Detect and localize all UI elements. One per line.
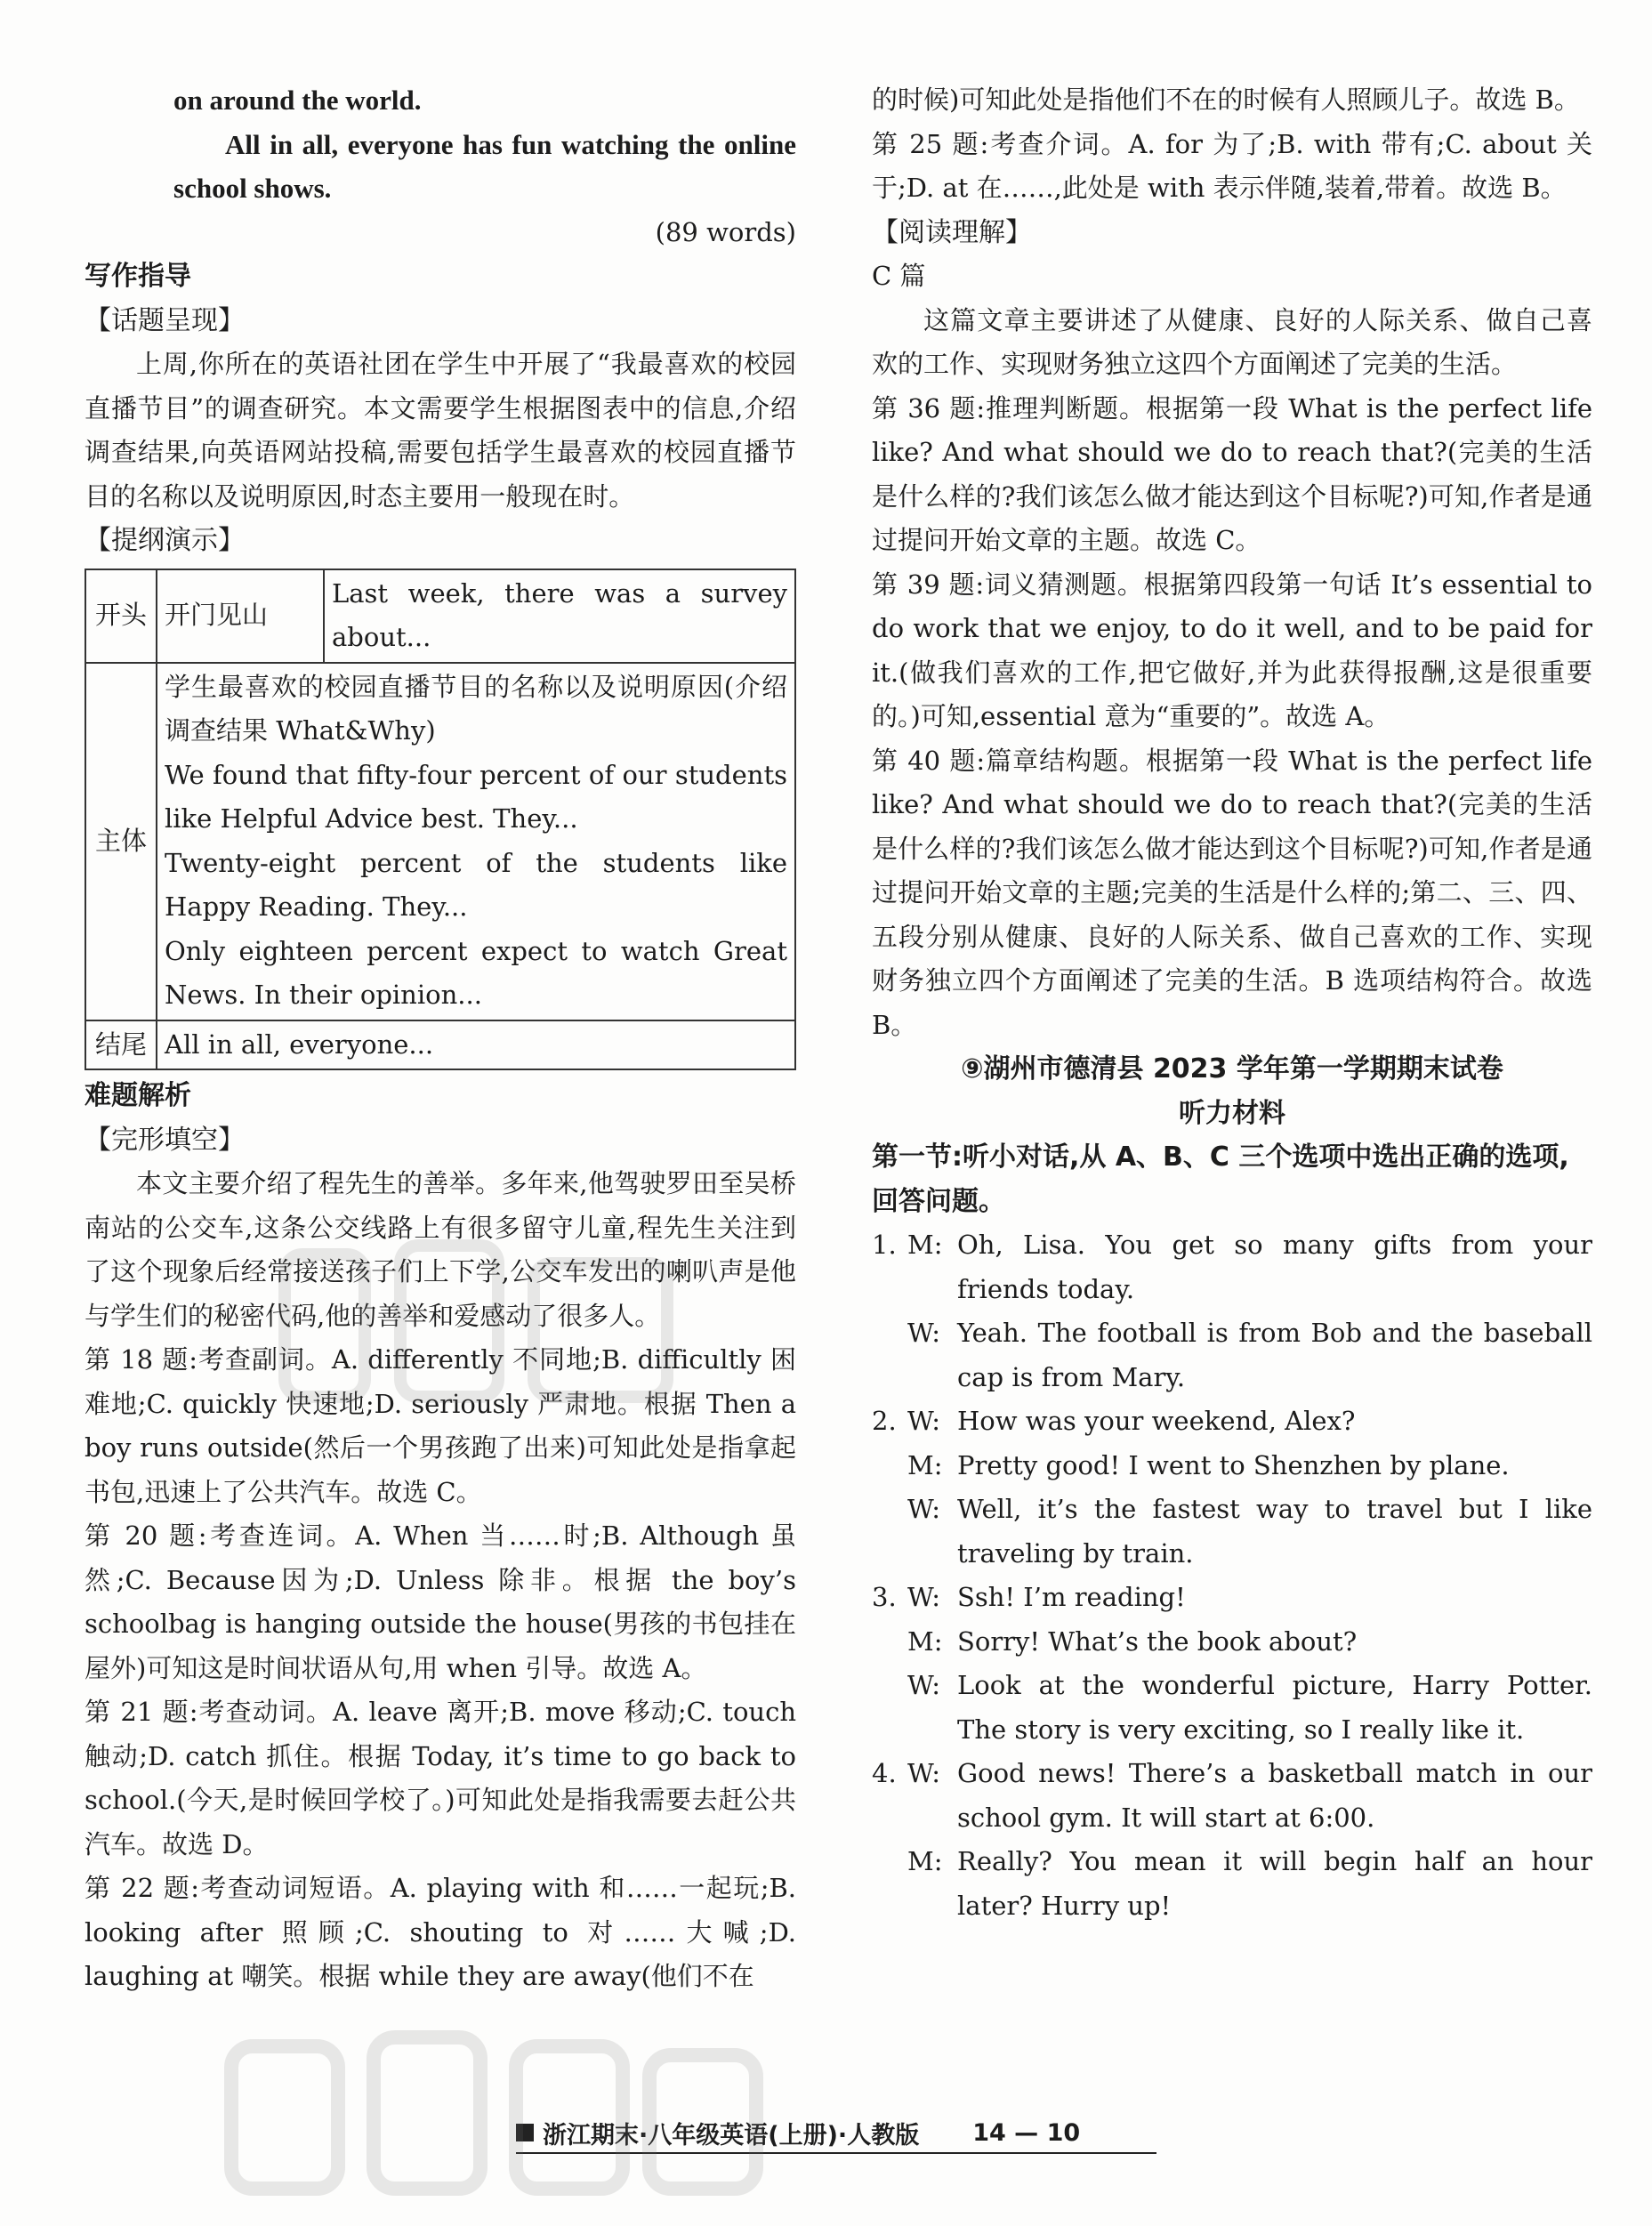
question-25: 第 25 题:考查介词。A. for 为了;B. with 带有;C. about 关于;D. at 在……,此处是 with 表示伴随,装着,带着。故选 B。 (872, 128, 1592, 203)
dialogue-line (872, 1752, 1592, 1840)
question-22: 第 22 题:考查动词短语。A. playing with 和……一起玩;B. looking after 照顾;C. shouting to 对……大喊;D. laughing at 嘲笑。根据 while they are away(他们不在 (85, 1873, 796, 1991)
square-bullet-icon (516, 2124, 534, 2141)
speaker: W: (907, 1494, 941, 1524)
utterance: Well, it’s the fastest way to travel but I like traveling by train. (957, 1494, 1592, 1569)
dialogue-line (872, 1399, 1592, 1444)
question-36: 第 36 题:推理判断题。根据第一段 What is the perfect life like? And what should we do to reach that?(完美的生活是什么样的?我们该怎么做才能达到这个目标呢?)可知,作者是通过提问开始文章的主题。故选 C。 (872, 392, 1592, 555)
dialogue-2 (872, 1399, 1592, 1576)
utterance: Look at the wonderful picture, Harry Potter. The story is very exciting, so I really like it. (957, 1670, 1592, 1745)
utterance: Yeah. The football is from Bob and the baseball cap is from Mary. (957, 1318, 1592, 1392)
cloze-intro: 本文主要介绍了程先生的善举。多年来,他驾驶罗田至吴桥南站的公交车,这条公交线路上有很多留守儿童,程先生关注到了这个现象后经常接送孩子们上下学,公交车发出的喇叭声是他与学生们的秘密代码,他的善举和爱感动了很多人。 (85, 1168, 796, 1331)
dialogue-line (907, 1488, 1592, 1576)
outline-body-line: Only eighteen percent expect to watch Great News. In their opinion... (165, 935, 787, 1010)
outline-cell: 开头 (85, 569, 157, 663)
utterance: Oh, Lisa. You get so many gifts from your friends today. (957, 1230, 1592, 1304)
passage-intro: 这篇文章主要讲述了从健康、良好的人际关系、做自己喜欢的工作、实现财务独立这四个方面阐述了完美的生活。 (872, 304, 1592, 379)
writing-guide-heading: 写作指导 (85, 261, 191, 292)
topic-text: 上周,你所在的英语社团在学生中开展了“我最喜欢的校园直播节目”的调查研究。本文需要学生根据图表中的信息,介绍调查结果,向英语网站投稿,需要包括学生最喜欢的校园直播节目的名称以及说明原因,时态主要用一般现在时。 (85, 349, 796, 512)
question-40: 第 40 题:篇章结构题。根据第一段 What is the perfect life like? And what should we do to reach that?(完美的生活是什么样的?我们该怎么做才能达到这个目标呢?)可知,作者是通过提问开始文章的主题;完美的生活是什么样的;第二、三、四、五段分别从健康、良好的人际关系、做自己喜欢的工作、实现财务独立四个方面阐述了完美的生活。B 选项结构符合。故选 B。 (872, 745, 1592, 1040)
outline-body-line: Twenty-eight percent of the students like Happy Reading. They... (165, 847, 787, 922)
outline-cell: 主体 (85, 663, 157, 1020)
question-39: 第 39 题:词义猜测题。根据第四段第一句话 It’s essential to do work that we enjoy, to do it well, and to be paid for it.(做我们喜欢的工作,把它做好,并为此获得报酬,这是很重要的。)可知,essential 意为“重要的”。故选 A。 (872, 569, 1592, 731)
outline-row-body (85, 663, 795, 1020)
essay-tail-line-2: All in all, everyone has fun watching the online school shows. (173, 128, 796, 204)
speaker: M: (907, 1625, 943, 1657)
dialogue-line (907, 1664, 1592, 1752)
speaker: M: (907, 1230, 943, 1260)
exam-title: ⑨湖州市德清县 2023 学年第一学期期末试卷 (961, 1053, 1503, 1085)
outline-cell: Last week, there was a survey about... (324, 569, 795, 663)
utterance: Pretty good! I went to Shenzhen by plane. (957, 1449, 1510, 1480)
speaker: W: (907, 1318, 941, 1348)
utterance: Ssh! I’m reading! (957, 1582, 1186, 1612)
outline-row-ending (85, 1020, 795, 1070)
dialogue-4 (872, 1752, 1592, 1928)
section-1-heading: 第一节:听小对话,从 A、B、C 三个选项中选出正确的选项,回答问题。 (872, 1141, 1569, 1217)
utterance: Sorry! What’s the book about? (957, 1625, 1358, 1657)
outline-cell: 开门见山 (157, 569, 324, 663)
utterance: How was your weekend, Alex? (957, 1406, 1356, 1436)
reading-heading: 【阅读理解】 (872, 216, 1032, 248)
essay-tail-line-1: on around the world. (173, 85, 422, 116)
page-footer (516, 2113, 1156, 2154)
dialogue-number: 1. (872, 1230, 897, 1260)
question-22-cont: 的时候)可知此处是指他们不在的时候有人照顾儿子。故选 B。 (872, 85, 1580, 115)
speaker: W: (907, 1582, 941, 1612)
dialogue-number: 2. (872, 1406, 897, 1436)
dialogue-number: 3. (872, 1582, 897, 1612)
cloze-heading: 【完形填空】 (85, 1124, 245, 1156)
dialogue-line (907, 1311, 1592, 1399)
utterance: Really? You mean it will begin half an hour later? Hurry up! (957, 1846, 1592, 1921)
question-20: 第 20 题:考查连词。A. When 当……时;B. Although 虽然;C. Because因为;D. Unless 除非。根据 the boy’s schoolbag is hanging outside the house(男孩的书包挂在屋外)可知这是时间状语从句,用 when 引导。故选 A。 (85, 1520, 796, 1683)
dialogue-line (872, 1576, 1592, 1620)
dialogue-line (907, 1840, 1592, 1928)
exam-subtitle: 听力材料 (1179, 1097, 1285, 1129)
outline-cell: 结尾 (85, 1020, 157, 1070)
outline-body-line: 学生最喜欢的校园直播节目的名称以及说明原因(介绍调查结果 What&Why) (165, 671, 787, 746)
right-column (872, 78, 1592, 1928)
outline-body-line: We found that fifty-four percent of our students like Helpful Advice best. They... (165, 759, 787, 834)
book-title: 浙江期末·八年级英语(上册)·人教版 (543, 2121, 920, 2149)
question-18: 第 18 题:考查副词。A. differently 不同地;B. difficultly 困难地;C. quickly 快速地;D. seriously 严肃地。根据 Then a boy runs outside(然后一个男孩跑了出来)可知此处是指拿起书包,迅速上了公共汽车。故选 C。 (85, 1344, 796, 1507)
outline-heading: 【提纲演示】 (85, 525, 245, 556)
page-number: 14 — 10 (972, 2118, 1081, 2147)
word-count: (89 words) (655, 216, 796, 247)
passage-label: C 篇 (872, 261, 926, 291)
dialogue-line (907, 1620, 1592, 1665)
question-21: 第 21 题:考查动词。A. leave 离开;B. move 移动;C. touch 触动;D. catch 抓住。根据 Today, it’s time to go back to school.(今天,是时候回学校了。)可知此处是指我需要去赶公共汽车。故选 D。 (85, 1697, 796, 1859)
speaker: W: (907, 1758, 941, 1788)
dialogue-3 (872, 1576, 1592, 1752)
hard-analysis-heading: 难题解析 (85, 1080, 191, 1111)
outline-row-opening (85, 569, 795, 663)
left-column (85, 78, 796, 1999)
dialogue-1 (872, 1223, 1592, 1399)
speaker: W: (907, 1406, 941, 1436)
outline-table (85, 569, 796, 1071)
utterance: Good news! There’s a basketball match in our school gym. It will start at 6:00. (957, 1758, 1592, 1833)
speaker: M: (907, 1846, 943, 1876)
topic-heading: 【话题呈现】 (85, 304, 245, 336)
outline-cell: All in all, everyone... (157, 1020, 795, 1070)
dialogue-number: 4. (872, 1758, 897, 1788)
outline-cell (157, 663, 795, 1020)
speaker: W: (907, 1670, 941, 1700)
speaker: M: (907, 1449, 943, 1480)
dialogue-line (872, 1223, 1592, 1311)
dialogue-line (907, 1444, 1592, 1488)
